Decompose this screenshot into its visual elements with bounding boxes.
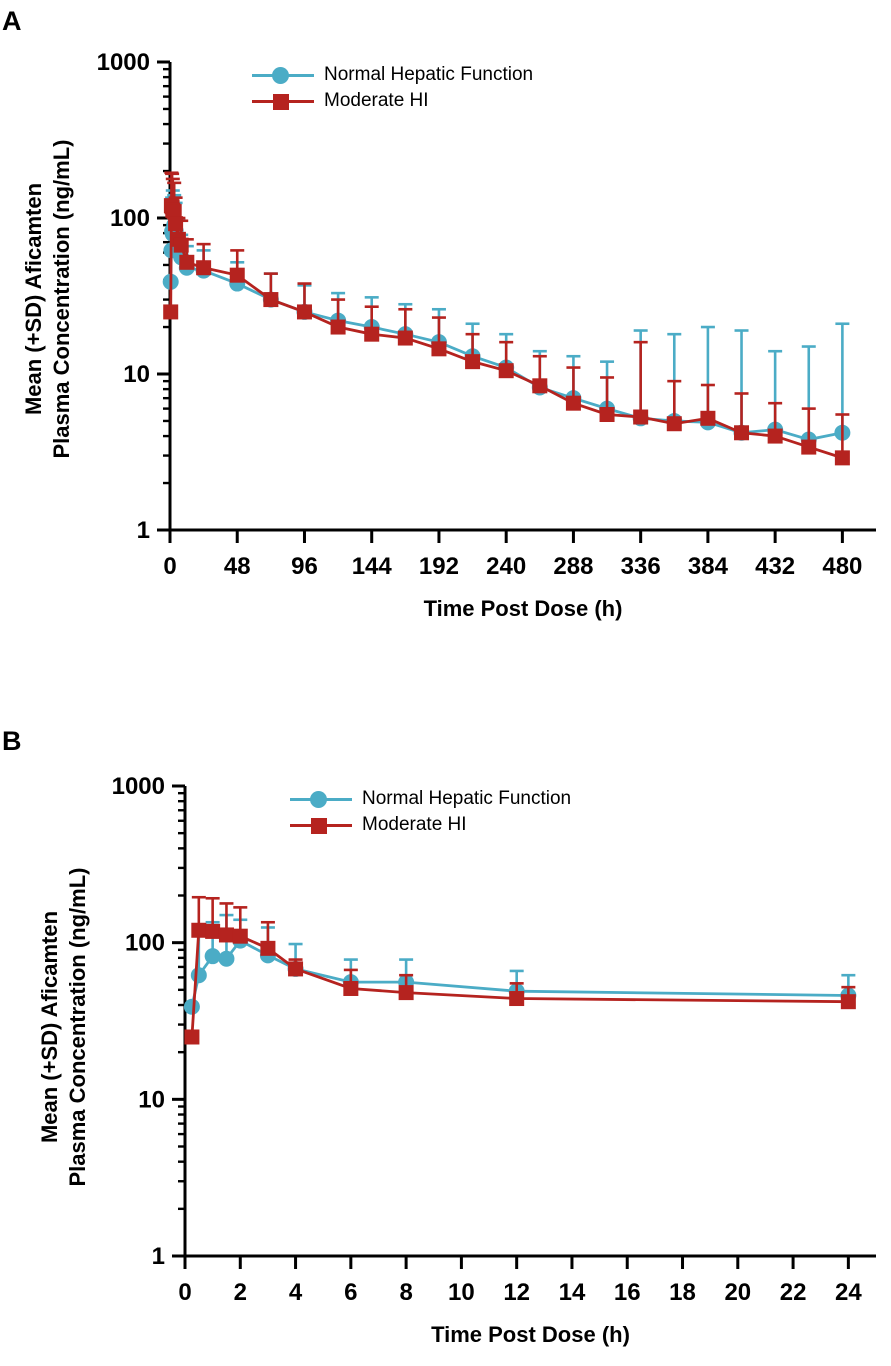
- legend-item-normal-hepatic-function: [290, 786, 571, 812]
- legend-symbol-square-icon: [252, 90, 314, 112]
- x-tick-label: 20: [724, 1279, 752, 1306]
- panel-b-y-axis-title: [36, 792, 91, 1262]
- x-tick-label: 240: [486, 553, 527, 580]
- x-tick-label: 0: [163, 553, 177, 580]
- y-tick-label: 10: [123, 361, 150, 388]
- panel-b-y-axis-title-line2: Plasma Concentration (ng/mL): [64, 867, 90, 1187]
- panel-a-y-axis-title: [20, 64, 75, 534]
- legend-symbol-circle-icon: [252, 64, 314, 86]
- x-tick-label: 48: [223, 553, 251, 580]
- x-tick-label: 288: [553, 553, 594, 580]
- panel-a-letter: A: [2, 6, 22, 36]
- legend-label-moderate-hi: Moderate HI: [362, 814, 467, 835]
- panel-b-legend: [290, 786, 571, 838]
- x-tick-label: 2: [233, 1279, 247, 1306]
- x-tick-label: 192: [418, 553, 459, 580]
- y-tick-label: 1000: [96, 49, 150, 76]
- x-tick-label: 14: [558, 1279, 586, 1306]
- x-tick-label: 18: [669, 1279, 696, 1306]
- panel-b-y-axis-title-line1: Mean (+SD) Aficamten: [37, 910, 62, 1144]
- x-tick-label: 96: [291, 553, 318, 580]
- legend-symbol-circle-icon: [290, 788, 352, 810]
- x-tick-label: 22: [779, 1279, 807, 1306]
- legend-label-normal-hepatic-function: Normal Hepatic Function: [362, 788, 572, 809]
- figure-panel-a: [0, 0, 891, 660]
- y-tick-label: 100: [124, 929, 165, 957]
- legend-item-normal-hepatic-function: [252, 62, 533, 88]
- legend-symbol-square-icon: [290, 814, 352, 836]
- x-tick-label: 24: [835, 1279, 862, 1306]
- x-tick-label: 8: [399, 1279, 413, 1306]
- x-tick-label: 480: [822, 553, 863, 580]
- x-tick-label: 12: [503, 1279, 531, 1306]
- series-moderate-hi: [163, 173, 850, 466]
- legend-label-moderate-hi: Moderate HI: [324, 90, 429, 111]
- y-tick-label: 100: [109, 205, 150, 232]
- legend-label-normal-hepatic-function: Normal Hepatic Function: [324, 64, 534, 85]
- x-tick-label: 10: [448, 1279, 475, 1306]
- x-tick-label: 144: [351, 553, 392, 580]
- series-normal-hepatic-function: [163, 191, 851, 448]
- figure-panel-b: [0, 700, 891, 1366]
- y-tick-label: 10: [138, 1086, 165, 1114]
- y-tick-label: 1: [136, 517, 150, 544]
- x-tick-label: 4: [288, 1279, 303, 1306]
- panel-b-letter: B: [2, 726, 22, 756]
- x-tick-label: 16: [613, 1279, 641, 1306]
- panel-a-y-axis-title-line1: Mean (+SD) Aficamten: [21, 182, 46, 416]
- panel-a-legend: [252, 62, 533, 114]
- y-tick-label: 1: [151, 1243, 165, 1270]
- panel-a-y-axis-title-line2: Plasma Concentration (ng/mL): [48, 139, 74, 459]
- x-tick-label: 384: [687, 553, 728, 580]
- x-tick-label: 6: [344, 1279, 358, 1306]
- legend-item-moderate-hi: [252, 88, 533, 114]
- panel-b-x-axis-title: Time Post Dose (h): [431, 1322, 630, 1347]
- y-tick-label: 1000: [111, 773, 165, 800]
- x-tick-label: 336: [620, 553, 661, 580]
- legend-item-moderate-hi: [290, 812, 571, 838]
- x-tick-label: 432: [755, 553, 796, 580]
- panel-a-x-axis-title: Time Post Dose (h): [423, 596, 623, 621]
- x-tick-label: 0: [178, 1279, 192, 1306]
